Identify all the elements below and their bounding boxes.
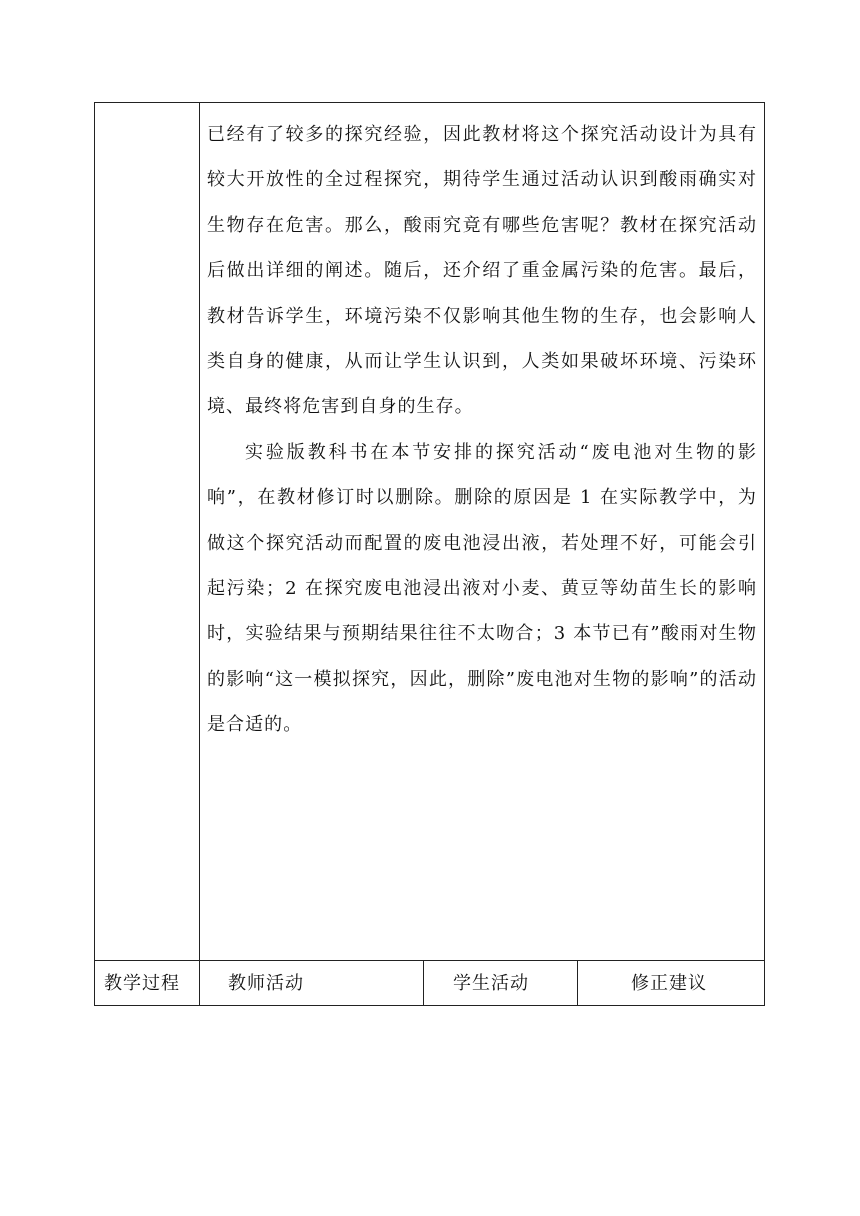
left-column-divider: [199, 103, 200, 1005]
teacher-activity-header: 教师活动: [228, 973, 304, 994]
student-revision-divider: [577, 960, 578, 1005]
content-text: [207, 112, 757, 748]
content-paragraph: 已经有了较多的探究经验，因此教材将这个探究活动设计为具有较大开放性的全过程探究，期待学生通过活动认识到酸雨确实对生物存在危害。那么，酸雨究竟有哪些危害呢？教材在探究活动后做出详细的阐述。随后，还介绍了重金属污染的危害。最后，教材告诉学生，环境污染不仅影响其他生物的生存，也会影响人类自身的健康，从而让学生认识到，人类如果破坏环境、污染环境、最终将危害到自身的生存。: [207, 124, 757, 418]
student-activity-header: 学生活动: [453, 973, 529, 994]
content-paragraph: 实验版教科书在本节安排的探究活动“废电池对生物的影响”，在教材修订时以删除。删除的原因是 1 在实际教学中，为做这个探究活动而配置的废电池浸出液，若处理不好，可能会引起污染；2 在探究废电池浸出液对小麦、黄豆等幼苗生长的影响时，实验结果与预期结果往往不太吻合；3 本节已有”酸雨对生物的影响“这一模拟探究，因此，删除”废电池对生物的影响”的活动是合适的。: [207, 441, 757, 736]
lesson-plan-table: [94, 102, 765, 1006]
bottom-row-divider: [95, 960, 764, 961]
revision-suggestion-header: 修正建议: [631, 973, 707, 994]
teacher-student-divider: [423, 960, 424, 1005]
teaching-process-label: 教学过程: [104, 973, 180, 994]
